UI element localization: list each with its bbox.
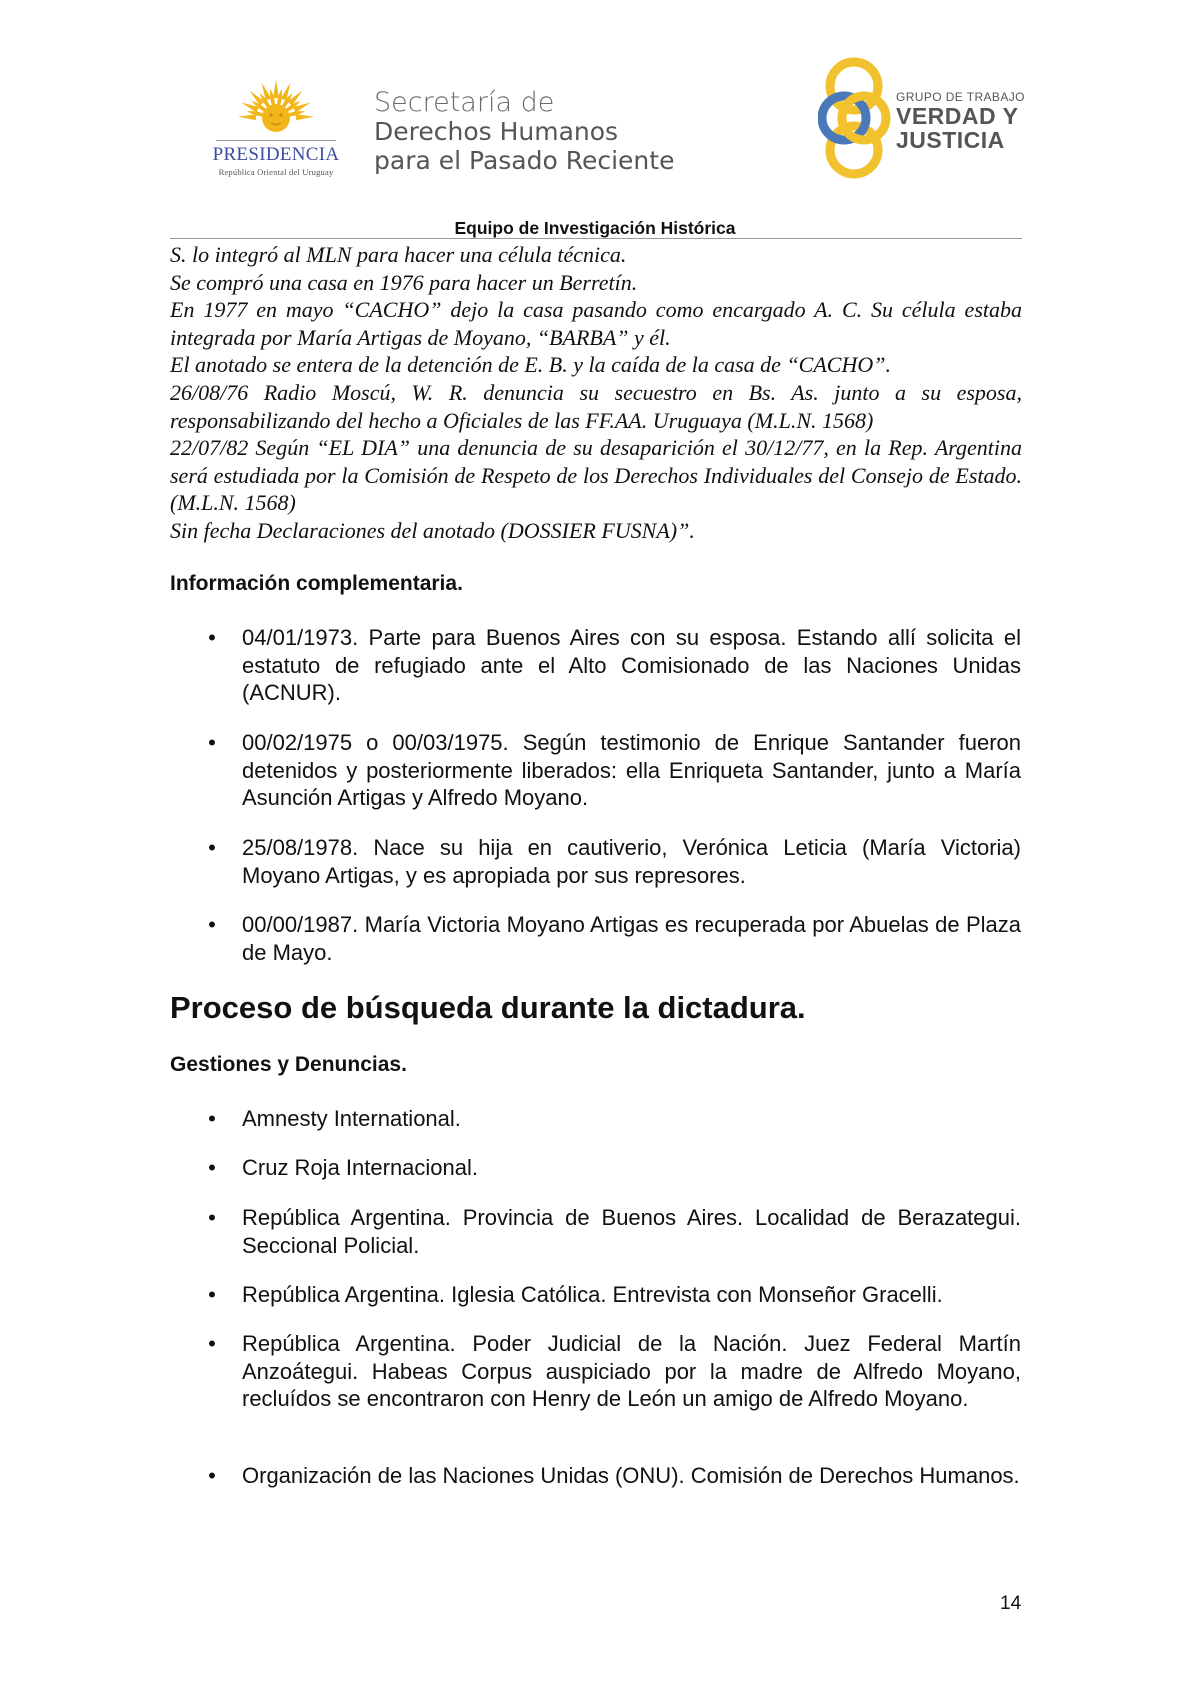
secretaria-line-2: Derechos Humanos <box>374 117 619 146</box>
header-rule <box>170 238 1022 239</box>
quote-line: Sin fecha Declaraciones del anotado (DOSSIER FUSNA)”. <box>170 517 695 543</box>
list-item-text: República Argentina. Iglesia Católica. Entrevista con Monseñor Gracelli. <box>242 1282 943 1307</box>
interlocked-rings-icon <box>818 56 894 182</box>
bullet-icon: • <box>208 1155 216 1180</box>
presidencia-name: PRESIDENCIA <box>212 144 340 165</box>
secretaria-line-1: Secretaría de <box>374 87 555 118</box>
bullet-icon: • <box>208 1463 216 1488</box>
list-item-text: 25/08/1978. Nace su hija en cautiverio, Verónica Leticia (María Victoria) Moyano Artigas, y es apropiada por sus represores. <box>242 835 1021 888</box>
quote-block <box>170 241 1022 545</box>
quote-line: Se compró una casa en 1976 para hacer un Berretín. <box>170 269 638 295</box>
list-item-text: República Argentina. Poder Judicial de la Nación. Juez Federal Martín Anzoátegui. Habeas Corpus auspiciado por la madre de Alfredo Moyano, recluídos se encontraron con Henry de León un amigo de Alfredo Moyano. <box>242 1331 1021 1412</box>
list-item-text: 04/01/1973. Parte para Buenos Aires con su esposa. Estando allí solicita el estatuto de refugiado ante el Alto Comisionado de las Naciones Unidas (ACNUR). <box>242 625 1021 706</box>
quote-line: 26/08/76 Radio Moscú, W. R. denuncia su secuestro en Bs. As. junto a su esposa, responsabilizando del hecho a Oficiales de las FF.AA. Uruguaya (M.L.N. 1568) <box>170 379 1022 433</box>
list-item-text: Organización de las Naciones Unidas (ONU). Comisión de Derechos Humanos. <box>242 1463 1020 1488</box>
list-item-text: Amnesty International. <box>242 1106 461 1131</box>
list-item-text: Cruz Roja Internacional. <box>242 1155 479 1180</box>
list-item-text: 00/02/1975 o 00/03/1975. Según testimonio de Enrique Santander fueron detenidos y posteriormente liberados: ella Enriqueta Santander, junto a María Asunción Artigas y Alfredo Moyano. <box>242 730 1021 811</box>
page-number: 14 <box>1000 1593 1022 1614</box>
bullet-icon: • <box>208 1331 216 1356</box>
section-title: Proceso de búsqueda durante la dictadura. <box>170 990 806 1025</box>
list-item-text: 00/00/1987. María Victoria Moyano Artigas es recuperada por Abuelas de Plaza de Mayo. <box>242 912 1021 965</box>
quote-line: El anotado se entera de la detención de E. B. y la caída de la casa de “CACHO”. <box>170 352 891 378</box>
gtvj-line-2: VERDAD Y <box>896 103 1019 129</box>
gtvj-line-1: GRUPO DE TRABAJO <box>896 90 1025 104</box>
quote-line: En 1977 en mayo “CACHO” dejo la casa pasando como encargado A. C. Su célula estaba integrada por María Artigas de Moyano, “BARBA” y él. <box>170 297 1022 350</box>
bullet-icon: • <box>208 1205 216 1230</box>
presidencia-logo <box>196 78 356 178</box>
bullet-icon: • <box>208 1282 216 1307</box>
bullet-icon: • <box>208 1106 216 1131</box>
bullet-icon: • <box>208 912 216 937</box>
presidencia-rule <box>216 140 336 141</box>
bullet-icon: • <box>208 625 216 650</box>
quote-line: 22/07/82 Según “EL DIA” una denuncia de su desaparición el 30/12/77, en la Rep. Argentina será estudiada por la Comisión de Respeto de los Derechos Individuales del Consejo de Estado. (M.L.N. 1568) <box>170 435 1022 516</box>
secretaria-line-3: para el Pasado Reciente <box>374 146 675 175</box>
team-label: Equipo de Investigación Histórica <box>454 218 736 238</box>
verdad-justicia-logo <box>818 56 1048 182</box>
sun-of-may-icon <box>230 78 322 140</box>
info-complementaria-heading: Información complementaria. <box>170 572 463 595</box>
gtvj-line-3: JUSTICIA <box>896 127 1005 153</box>
list-item-text: República Argentina. Provincia de Buenos Aires. Localidad de Berazategui. Seccional Policial. <box>242 1205 1021 1258</box>
quote-line: S. lo integró al MLN para hacer una célula técnica. <box>170 242 627 267</box>
bullet-icon: • <box>208 835 216 860</box>
presidencia-subtitle: República Oriental del Uruguay <box>218 167 334 177</box>
secretaria-title <box>374 88 674 175</box>
bullet-icon: • <box>208 730 216 755</box>
gestiones-heading: Gestiones y Denuncias. <box>170 1053 407 1076</box>
